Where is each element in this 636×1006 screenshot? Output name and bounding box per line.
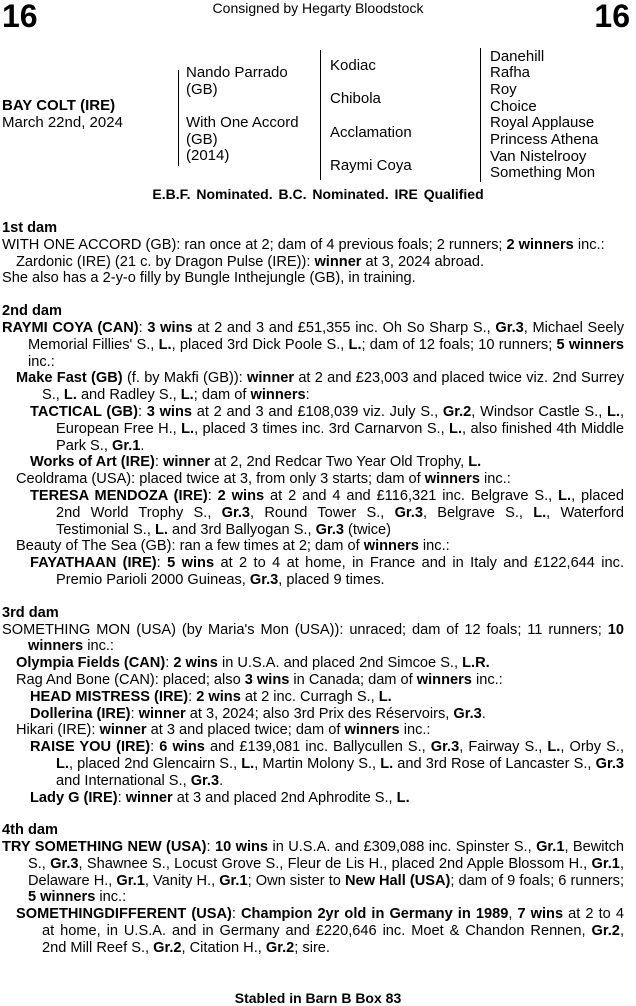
- text: , Michael Seely Memorial Fillies' S.,: [28, 319, 624, 353]
- bold-text: L.: [63, 387, 77, 404]
- bold-text: 10 wins: [214, 839, 269, 856]
- bold-text: L.R.: [462, 655, 490, 672]
- bold-text: L.: [380, 755, 394, 772]
- text: and £139,081 inc. Ballycullen S.,: [204, 739, 431, 756]
- text: :: [305, 387, 310, 404]
- text: :: [138, 319, 148, 336]
- text: , 2nd Mill Reef S.,: [42, 923, 624, 956]
- bold-text: Lady G (IRE): [30, 789, 118, 806]
- bold-text: winners: [250, 387, 306, 404]
- text: :: [130, 705, 139, 722]
- text: , placed 3rd Dick Poole S.,: [171, 336, 349, 353]
- text: inc.:: [418, 538, 450, 555]
- bold-text: 3 wins: [244, 671, 290, 688]
- text: inc.:: [399, 722, 431, 739]
- text: , placed 2nd World Trophy S.,: [56, 487, 625, 521]
- text: ; sire.: [294, 939, 330, 956]
- text: , Delaware H.,: [28, 855, 624, 889]
- text: , Orby S.,: [560, 739, 625, 756]
- text: inc.:: [573, 236, 605, 253]
- text: inc.:: [471, 671, 503, 688]
- bold-text: L.: [606, 403, 620, 420]
- great-grandparent-5: Royal Applause: [490, 114, 595, 131]
- bold-text: 5 wins: [167, 555, 215, 572]
- text: , placed 9 times.: [278, 571, 385, 588]
- bold-text: L.: [449, 420, 463, 437]
- section-heading: 2nd dam: [2, 303, 63, 320]
- granddam-1: Chibola: [330, 90, 381, 107]
- bold-text: Gr.2: [153, 939, 182, 956]
- text: (twice): [344, 521, 392, 538]
- bold-text: 3 wins: [146, 403, 193, 420]
- pedigree-bracket-2: [320, 50, 321, 180]
- text: , also finished 4th Middle Park S.,: [56, 420, 624, 454]
- pedigree-entry: [2, 270, 624, 287]
- great-grandparent-7: Van Nistelrooy: [490, 148, 587, 165]
- section-heading: 4th dam: [2, 822, 58, 839]
- bold-text: Dollerina (IRE): [30, 705, 131, 722]
- text: , Waterford Testimonial S.,: [56, 504, 624, 538]
- nominations-line: E.B.F. Nominated. B.C. Nominated. IRE Qualified: [152, 186, 484, 202]
- text: ; dam of: [193, 387, 251, 404]
- bold-text: 2 winners: [506, 236, 574, 253]
- pedigree-entry: [2, 906, 624, 956]
- great-grandparent-6: Princess Athena: [490, 131, 599, 148]
- pedigree-entry: [2, 538, 624, 555]
- text: WITH ONE ACCORD (GB): ran once at 2; dam of 4 previous foals; 2 runners;: [2, 236, 507, 253]
- pedigree-entry: [2, 839, 624, 906]
- text: :: [150, 739, 160, 756]
- bold-text: Champion 2yr old in Germany in 1989: [241, 906, 509, 923]
- text: Ceoldrama (USA): placed twice at 3, from only 3 starts; dam of: [16, 471, 425, 488]
- text: :: [188, 688, 197, 705]
- bold-text: Gr.1: [591, 855, 620, 872]
- text: at 2, 2nd Redcar Two Year Old Trophy,: [210, 454, 469, 471]
- text: She also has a 2-y-o filly by Bungle Inthejungle (GB), in training.: [2, 270, 416, 287]
- pedigree-entry: [2, 454, 624, 471]
- bold-text: Gr.3: [394, 504, 423, 521]
- bold-text: Gr.3: [221, 504, 251, 521]
- bold-text: Gr.1: [536, 839, 565, 856]
- bold-text: winners: [344, 722, 400, 739]
- text: , Citation H.,: [181, 939, 266, 956]
- bold-text: Gr.3: [315, 521, 344, 538]
- bold-text: Gr.3: [430, 739, 460, 756]
- dam-name: With One Accord: [186, 114, 299, 131]
- text: :: [207, 487, 218, 504]
- text: :: [165, 655, 174, 672]
- section-heading: 3rd dam: [2, 604, 59, 621]
- text: , placed 2nd Glencairn S.,: [68, 755, 242, 772]
- text: , Martin Molony S.,: [254, 755, 381, 772]
- consignor-line: Consigned by Hegarty Bloodstock: [212, 0, 424, 16]
- text: , Vanity H.,: [144, 872, 220, 889]
- text: SOMETHING MON (USA) (by Maria's Mon (USA)): unraced; dam of 12 foals; 11 runners;: [2, 621, 608, 638]
- bold-text: 5 winners: [556, 336, 624, 353]
- bold-text: L.: [533, 504, 547, 521]
- bold-text: winner: [162, 454, 210, 471]
- text: , Round Tower S.,: [250, 504, 395, 521]
- text: at 2 and £23,003 and placed twice viz. 2nd Surrey S.,: [42, 370, 624, 404]
- text: in U.S.A. and £309,088 inc. Spinster S.,: [268, 839, 537, 856]
- pedigree-entry: [2, 471, 624, 488]
- text: :: [154, 454, 163, 471]
- bold-text: winner: [314, 253, 362, 270]
- text: , Bewitch S.,: [28, 839, 625, 872]
- pedigree-entry: [2, 237, 624, 254]
- bold-text: 3 wins: [147, 319, 193, 336]
- colt-title: BAY COLT (IRE): [2, 97, 116, 114]
- text: at 2 and 3 and £51,355 inc. Oh So Sharp S.,: [192, 319, 496, 336]
- bold-text: New Hall (USA): [344, 872, 451, 889]
- great-grandparent-2: Rafha: [490, 64, 531, 81]
- pedigree-entry: [2, 722, 624, 739]
- text: and International S.,: [56, 772, 191, 789]
- text: at 2 and 4 and £116,321 inc. Belgrave S.,: [264, 487, 559, 504]
- dam-year: (2014): [186, 147, 230, 164]
- sire-country: (GB): [186, 80, 218, 98]
- bold-text: winner: [138, 705, 186, 722]
- pedigree-entry: [2, 622, 624, 656]
- great-grandparent-1: Danehill: [490, 48, 545, 65]
- text: Hikari (IRE):: [16, 722, 100, 739]
- pedigree-entry: [2, 672, 624, 689]
- great-grandparent-8: Something Mon: [490, 164, 596, 181]
- text: in Canada; dam of: [289, 671, 417, 688]
- bold-text: L.: [396, 789, 410, 806]
- bold-text: TERESA MENDOZA (IRE): [30, 487, 208, 504]
- bold-text: Gr.3: [453, 705, 482, 722]
- sire: [186, 65, 316, 98]
- text: inc.:: [83, 638, 114, 655]
- bold-text: winners: [424, 471, 480, 488]
- sire-name: Nando Parrado: [186, 64, 288, 81]
- bold-text: winners: [363, 538, 419, 555]
- bold-text: Gr.2: [265, 939, 295, 956]
- bold-text: 6 wins: [159, 739, 205, 756]
- bold-text: SOMETHINGDIFFERENT (USA): [16, 906, 232, 923]
- bold-text: 2 wins: [173, 655, 218, 672]
- bold-text: winner: [125, 789, 173, 806]
- text: , Fairway S.,: [459, 739, 548, 756]
- granddam-2: Raymi Coya: [330, 157, 412, 174]
- text: ; dam of 12 foals; 10 runners;: [361, 336, 557, 353]
- great-grandparent-3: Roy: [490, 81, 517, 98]
- text: at 2 to 4 at home, in U.S.A. and in Germany and £220,646 inc. Moet & Chandon Rennen,: [42, 906, 624, 940]
- text: .: [219, 772, 224, 789]
- bold-text: 10 winners: [28, 621, 624, 655]
- text: Zardonic (IRE) (21 c. by Dragon Pulse (IRE)):: [16, 253, 315, 270]
- bold-text: Gr.3: [249, 571, 279, 588]
- great-grandparent-4: Choice: [490, 98, 537, 115]
- text: at 3 and placed twice; dam of: [146, 722, 345, 739]
- text: in U.S.A. and placed 2nd Simcoe S.,: [217, 655, 463, 672]
- bold-text: Gr.3: [495, 319, 524, 336]
- bold-text: L.: [547, 739, 561, 756]
- pedigree-entry: [2, 370, 624, 404]
- text: :: [206, 839, 215, 856]
- colt-dob: March 22nd, 2024: [2, 114, 123, 131]
- text: inc.:: [95, 889, 127, 906]
- text: :: [231, 906, 242, 923]
- bold-text: L.: [154, 521, 168, 538]
- pedigree-entry: [2, 790, 624, 807]
- bold-text: Gr.1: [111, 437, 141, 454]
- text: Beauty of The Sea (GB): ran a few times at 2; dam of: [16, 538, 364, 555]
- pedigree-entry: [2, 706, 624, 723]
- pedigree-entry: [2, 254, 624, 271]
- text: :: [137, 403, 147, 420]
- bold-text: Gr.3: [595, 755, 625, 772]
- bold-text: L.: [468, 454, 482, 471]
- text: and Radley S.,: [76, 387, 181, 404]
- bold-text: L.: [56, 755, 69, 772]
- dam: [186, 115, 316, 165]
- text: :: [117, 789, 126, 806]
- text: and 3rd Rose of Lancaster S.,: [393, 755, 596, 772]
- pedigree-bracket-3: [480, 48, 481, 182]
- bold-text: 7 wins: [517, 906, 564, 923]
- bold-text: L.: [181, 420, 195, 437]
- text: inc.:: [28, 353, 55, 370]
- bold-text: Gr.2: [591, 923, 620, 940]
- text: ,: [508, 906, 518, 923]
- pedigree-entry: [2, 739, 624, 789]
- pedigree-bracket-1: [178, 70, 179, 166]
- bold-text: L.: [348, 336, 362, 353]
- text: at 2 inc. Curragh S.,: [240, 688, 379, 705]
- text: inc.:: [479, 471, 511, 488]
- family-history: [2, 220, 624, 957]
- bold-text: 2 wins: [217, 487, 265, 504]
- bold-text: Gr.1: [116, 872, 145, 889]
- pedigree-entry: [2, 555, 624, 589]
- text: Rag And Bone (CAN): placed; also: [16, 671, 245, 688]
- dam-country: (GB): [186, 130, 218, 148]
- text: and 3rd Ballyogan S.,: [167, 521, 316, 538]
- pedigree-entry: [2, 655, 624, 672]
- bold-text: Gr.2: [442, 403, 472, 420]
- bold-text: L.: [180, 387, 194, 404]
- bold-text: winner: [247, 370, 295, 387]
- bold-text: RAYMI COYA (CAN): [2, 319, 139, 336]
- bold-text: FAYATHAAN (IRE): [30, 555, 157, 572]
- bold-text: Gr.3: [190, 772, 220, 789]
- bold-text: TRY SOMETHING NEW (USA): [2, 839, 207, 856]
- bold-text: L.: [241, 755, 255, 772]
- text: (f. by Makfi (GB)):: [122, 370, 248, 387]
- pedigree-entry: [2, 488, 624, 538]
- bold-text: Works of Art (IRE): [30, 454, 155, 471]
- bold-text: Olympia Fields (CAN): [16, 655, 166, 672]
- text: ; dam of 9 foals; 6 runners;: [450, 872, 625, 889]
- lot-number-right: 16: [594, 0, 630, 34]
- text: .: [140, 437, 145, 454]
- bold-text: L.: [558, 487, 572, 504]
- text: ; Own sister to: [247, 872, 345, 889]
- text: .: [481, 705, 486, 722]
- bold-text: Gr.1: [219, 872, 248, 889]
- text: :: [156, 555, 168, 572]
- bold-text: Make Fast (GB): [16, 370, 123, 387]
- stabling-line: Stabled in Barn B Box 83: [234, 990, 402, 1006]
- bold-text: 5 winners: [28, 889, 96, 906]
- bold-text: TACTICAL (GB): [30, 403, 138, 420]
- text: at 3 and placed 2nd Aphrodite S.,: [172, 789, 397, 806]
- bold-text: L.: [158, 336, 172, 353]
- section-heading: 1st dam: [2, 220, 58, 236]
- pedigree-entry: [2, 320, 624, 370]
- lot-number-left: 16: [2, 0, 38, 34]
- text: , Belgrave S.,: [422, 504, 534, 521]
- text: at 3, 2024 abroad.: [361, 253, 485, 270]
- bold-text: HEAD MISTRESS (IRE): [30, 688, 189, 705]
- text: at 3, 2024; also 3rd Prix des Réservoirs,: [185, 705, 454, 722]
- bold-text: 2 wins: [196, 688, 241, 705]
- bold-text: winner: [99, 722, 147, 739]
- grandsire-1: Kodiac: [330, 57, 376, 74]
- text: at 2 to 4 at home, in France and in Italy and £122,644 inc. Premio Parioli 2000 Guineas,: [56, 555, 625, 588]
- bold-text: winners: [416, 671, 472, 688]
- text: , placed 3 times inc. 3rd Carnarvon S.,: [194, 420, 450, 437]
- text: , Shawnee S., Locust Grove S., Fleur de Lis H., placed 2nd Apple Blossom H.,: [78, 855, 592, 872]
- pedigree-entry: [2, 404, 624, 454]
- grandsire-2: Acclamation: [330, 124, 412, 141]
- pedigree-entry: [2, 689, 624, 706]
- bold-text: Gr.3: [50, 855, 79, 872]
- bold-text: RAISE YOU (IRE): [30, 739, 151, 756]
- bold-text: L.: [378, 688, 392, 705]
- text: at 2 and 3 and £108,039 viz. July S.,: [192, 403, 443, 420]
- text: , European Free H.,: [56, 403, 625, 437]
- text: , Windsor Castle S.,: [471, 403, 607, 420]
